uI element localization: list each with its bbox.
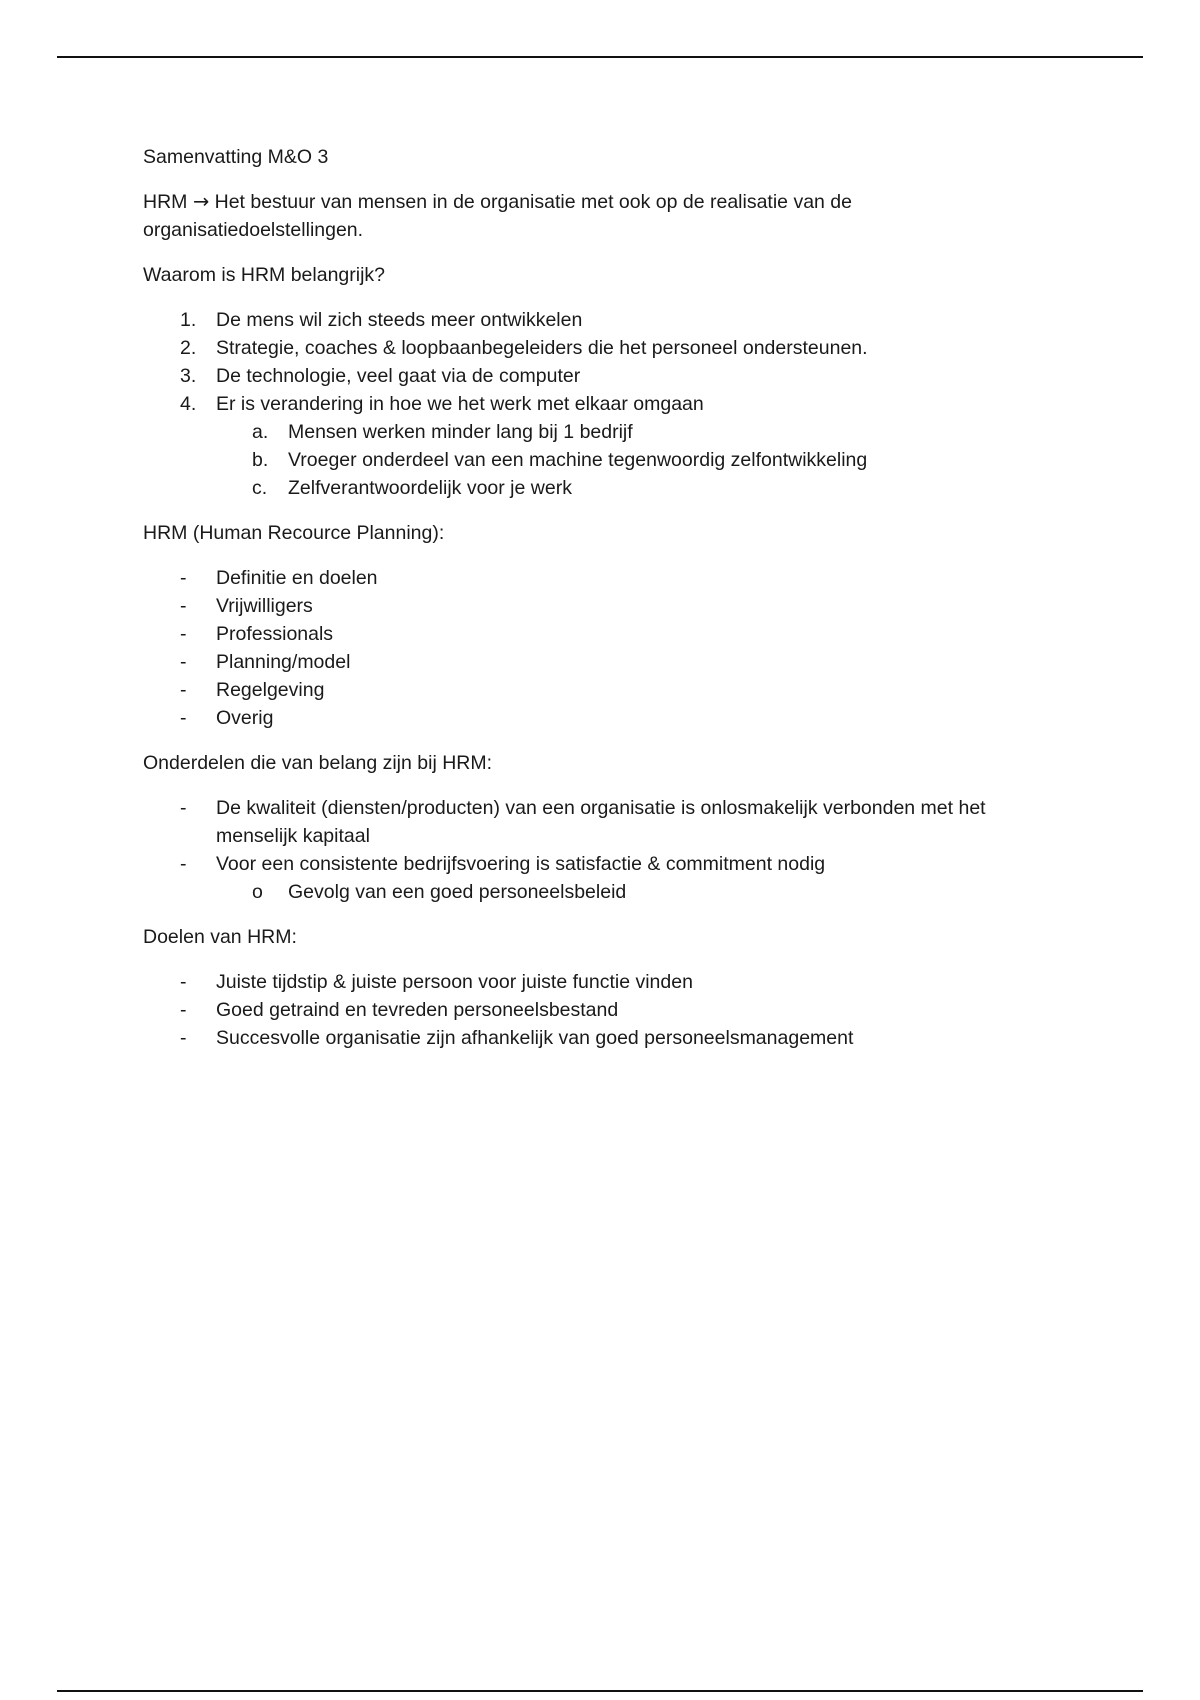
intro-term: HRM xyxy=(143,191,188,213)
list-item xyxy=(143,794,1043,850)
list-item xyxy=(143,390,1043,502)
list-marker: - xyxy=(180,595,187,617)
sub-list-marker: c. xyxy=(252,477,268,499)
list-marker: - xyxy=(180,853,187,875)
list-item xyxy=(143,592,1043,620)
sub-list-item xyxy=(143,446,1043,474)
sub-list-marker: a. xyxy=(252,421,269,443)
list-item xyxy=(143,362,1043,390)
parts-heading: Onderdelen die van belang zijn bij HRM: xyxy=(143,752,493,774)
list-item xyxy=(143,968,1043,996)
intro-paragraph xyxy=(143,188,1043,244)
list-item-text: Definitie en doelen xyxy=(216,567,378,589)
list-marker: - xyxy=(180,707,187,729)
list-item-text: Goed getraind en tevreden personeelsbestand xyxy=(216,999,619,1021)
list-item-text: De kwaliteit (diensten/producten) van een organisatie is onlosmakelijk verbonden met het menselijk kapitaal xyxy=(216,797,986,847)
why-sublist xyxy=(216,418,1043,502)
list-item xyxy=(143,996,1043,1024)
arrow-right-icon: → xyxy=(192,190,210,213)
list-marker: - xyxy=(180,1027,187,1049)
list-item-text: Succesvolle organisatie zijn afhankelijk van goed personeelsmanagement xyxy=(216,1027,854,1049)
list-item-text: Regelgeving xyxy=(216,679,325,701)
sub-list-marker: b. xyxy=(252,449,269,471)
list-item xyxy=(143,306,1043,334)
document-title: Samenvatting M&O 3 xyxy=(143,146,329,168)
intro-text: Het bestuur van mensen in de organisatie met ook op de realisatie van de organisatiedoelstellingen. xyxy=(143,191,852,241)
list-item-text: De technologie, veel gaat via de computer xyxy=(216,365,581,387)
list-marker: 1. xyxy=(180,309,197,331)
list-item xyxy=(143,1024,1043,1052)
list-marker: - xyxy=(180,567,187,589)
list-marker: - xyxy=(180,679,187,701)
list-marker: 4. xyxy=(180,393,197,415)
list-item xyxy=(143,676,1043,704)
sub-list-item xyxy=(143,418,1043,446)
why-list xyxy=(143,306,1043,502)
sub-list-marker: o xyxy=(252,881,263,903)
sub-list-item xyxy=(143,474,1043,502)
list-marker: - xyxy=(180,971,187,993)
list-item-text: Er is verandering in hoe we het werk met elkaar omgaan xyxy=(216,393,704,415)
planning-heading: HRM (Human Recource Planning): xyxy=(143,522,445,544)
list-marker: - xyxy=(180,623,187,645)
list-item-text: Overig xyxy=(216,707,274,729)
sub-list-item xyxy=(143,878,1043,906)
parts-list xyxy=(143,794,1043,906)
sub-list-item-text: Mensen werken minder lang bij 1 bedrijf xyxy=(288,421,633,443)
list-item xyxy=(143,648,1043,676)
list-item-text: Professionals xyxy=(216,623,334,645)
list-item-text: Planning/model xyxy=(216,651,351,673)
list-marker: - xyxy=(180,651,187,673)
list-item xyxy=(143,620,1043,648)
footer-rule xyxy=(57,1690,1143,1692)
sub-list-item-text: Zelfverantwoordelijk voor je werk xyxy=(288,477,572,499)
list-item-text: Vrijwilligers xyxy=(216,595,313,617)
list-item-text: Strategie, coaches & loopbaanbegeleiders die het personeel ondersteunen. xyxy=(216,337,868,359)
list-item-text: De mens wil zich steeds meer ontwikkelen xyxy=(216,309,583,331)
list-marker: - xyxy=(180,999,187,1021)
planning-list xyxy=(143,564,1043,732)
parts-sublist xyxy=(216,878,1043,906)
list-item-text: Voor een consistente bedrijfsvoering is satisfactie & commitment nodig xyxy=(216,853,826,875)
goals-heading: Doelen van HRM: xyxy=(143,926,297,948)
sub-list-item-text: Vroeger onderdeel van een machine tegenwoordig zelfontwikkeling xyxy=(288,449,868,471)
why-heading: Waarom is HRM belangrijk? xyxy=(143,264,386,286)
list-item xyxy=(143,334,1043,362)
list-marker: 2. xyxy=(180,337,197,359)
goals-list xyxy=(143,968,1043,1052)
list-item xyxy=(143,564,1043,592)
list-item-text: Juiste tijdstip & juiste persoon voor juiste functie vinden xyxy=(216,971,693,993)
list-marker: 3. xyxy=(180,365,197,387)
document-body xyxy=(143,143,1043,1069)
header-rule xyxy=(57,56,1143,58)
list-item xyxy=(143,850,1043,906)
sub-list-item-text: Gevolg van een goed personeelsbeleid xyxy=(288,881,627,903)
list-item xyxy=(143,704,1043,732)
list-marker: - xyxy=(180,797,187,819)
